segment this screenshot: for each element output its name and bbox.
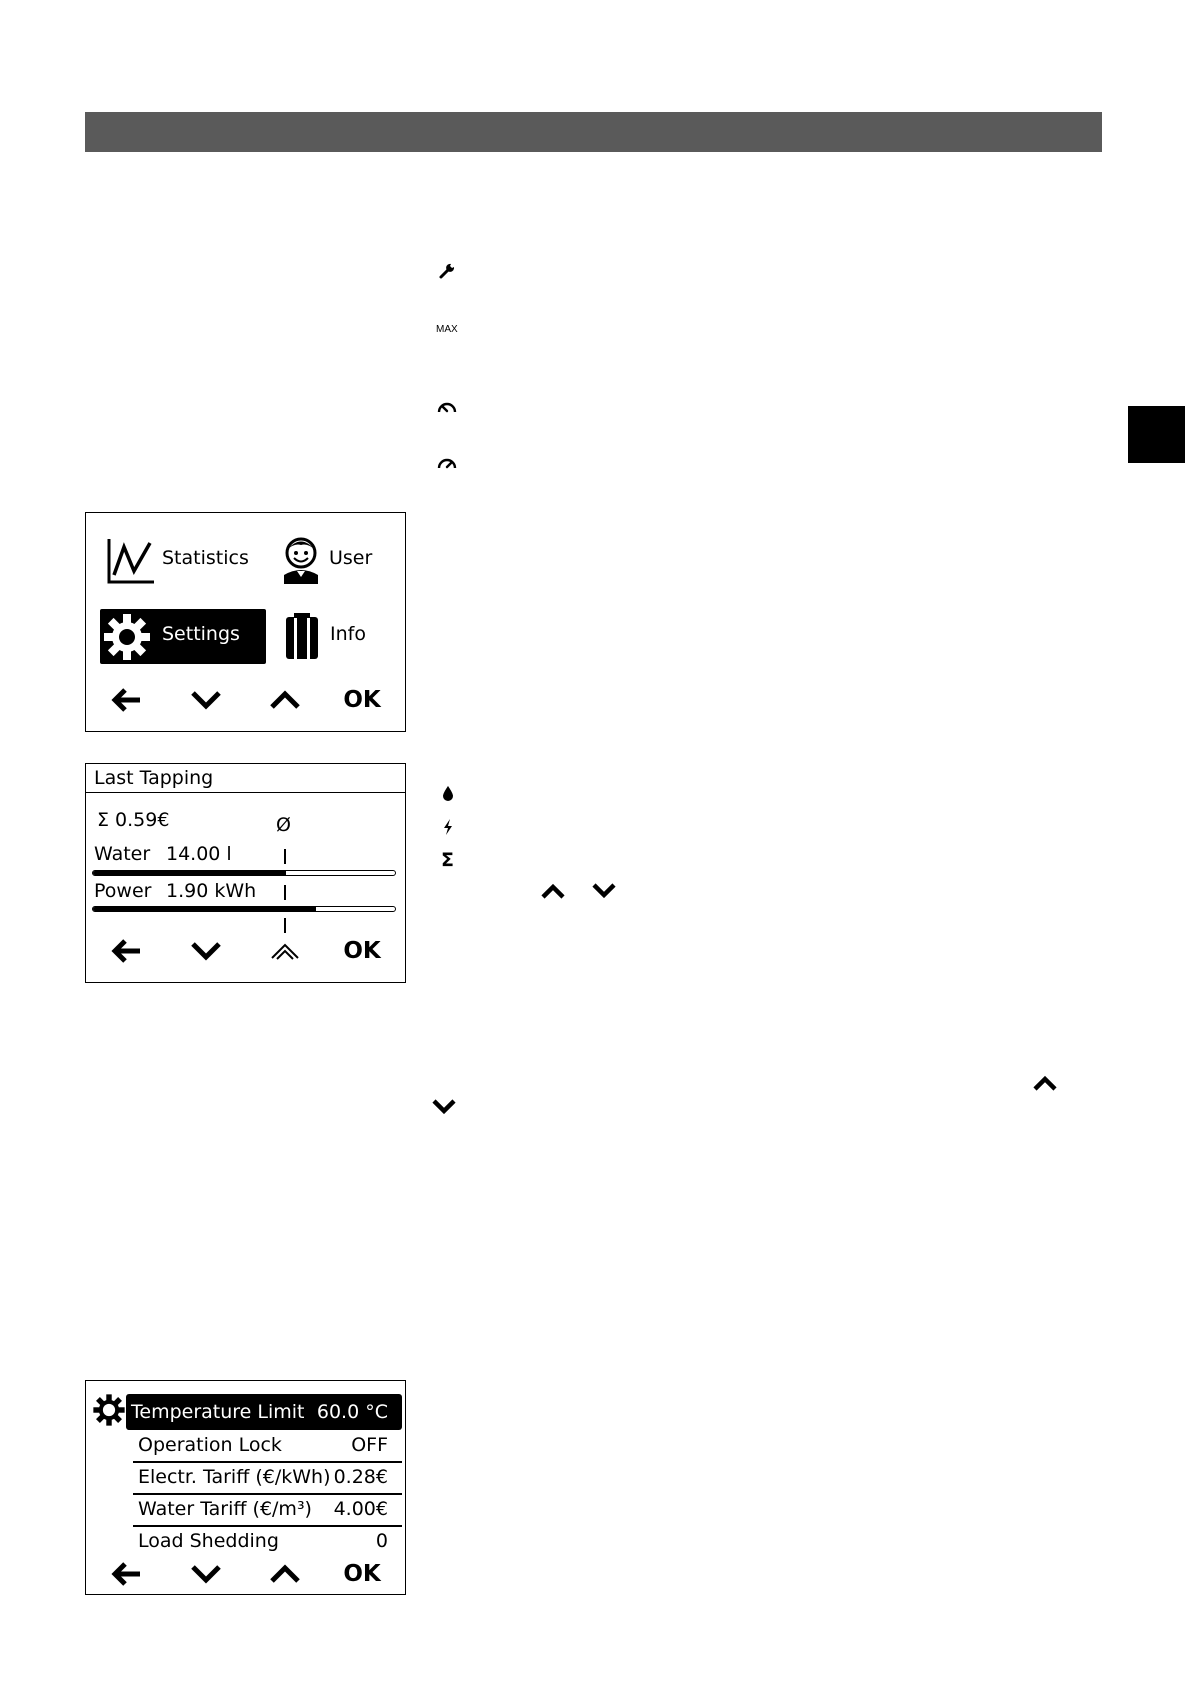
screen-title: Last Tapping xyxy=(86,764,405,793)
menu-item-settings-selected[interactable] xyxy=(100,609,266,664)
chevron-down-icon xyxy=(431,1098,457,1116)
ok-button[interactable]: OK xyxy=(343,687,381,713)
gear-icon xyxy=(92,1393,126,1427)
sum-cost: Σ 0.59€ xyxy=(97,809,170,831)
sum-icon: Σ xyxy=(441,849,454,871)
back-button[interactable] xyxy=(106,685,146,715)
power-value: 1.90 kWh xyxy=(166,880,257,902)
menu-item-statistics[interactable]: Statistics xyxy=(162,547,249,569)
ok-button[interactable]: OK xyxy=(343,1561,381,1587)
max-label: MAX xyxy=(436,324,458,335)
main-menu-screen xyxy=(85,512,406,732)
power-bar xyxy=(92,906,396,912)
water-bar-fill xyxy=(93,871,286,875)
setting-label: Electr. Tariff (€/kWh) xyxy=(138,1466,331,1488)
user-icon xyxy=(282,535,320,585)
chevron-down-icon xyxy=(190,940,222,962)
chevron-down-icon xyxy=(591,882,617,900)
average-symbol: Ø xyxy=(276,814,291,836)
settings-nav-bar xyxy=(86,1559,405,1589)
back-button[interactable] xyxy=(106,936,146,966)
chevron-up-icon xyxy=(269,689,301,711)
ok-button[interactable]: OK xyxy=(343,938,381,964)
menu-nav-bar xyxy=(86,685,405,715)
average-marker xyxy=(284,885,286,900)
chevron-up-icon xyxy=(1032,1074,1058,1092)
lightning-icon xyxy=(441,818,455,836)
setting-value: 4.00€ xyxy=(333,1498,388,1520)
gauge-high-icon xyxy=(437,456,457,470)
tapping-nav-bar xyxy=(86,936,405,966)
power-bar-fill xyxy=(93,907,316,911)
setting-label: Load Shedding xyxy=(138,1530,279,1552)
down-button[interactable] xyxy=(186,1559,226,1589)
chevron-up-icon xyxy=(540,882,566,900)
setting-value: OFF xyxy=(351,1434,388,1456)
chevron-up-icon xyxy=(269,1563,301,1585)
section-header-bar xyxy=(85,112,1102,152)
setting-label: Operation Lock xyxy=(138,1434,282,1456)
water-bar xyxy=(92,870,396,876)
down-button[interactable] xyxy=(186,685,226,715)
info-device-icon xyxy=(284,613,320,661)
up-button[interactable] xyxy=(265,1559,305,1589)
chart-icon xyxy=(106,537,156,585)
menu-item-user[interactable]: User xyxy=(329,547,373,569)
setting-value: 0 xyxy=(375,1530,388,1552)
gear-icon xyxy=(102,612,152,662)
arrow-left-icon xyxy=(110,938,142,964)
setting-row-load-shedding[interactable] xyxy=(133,1526,402,1557)
average-marker xyxy=(284,849,286,864)
up-button-disabled[interactable] xyxy=(265,936,305,966)
chevron-down-icon xyxy=(190,689,222,711)
setting-label: Temperature Limit xyxy=(131,1401,305,1423)
up-button[interactable] xyxy=(265,685,305,715)
gauge-low-icon xyxy=(437,400,457,414)
down-button[interactable] xyxy=(186,936,226,966)
average-marker xyxy=(284,918,286,933)
back-button[interactable] xyxy=(106,1559,146,1589)
last-tapping-screen xyxy=(85,763,406,983)
setting-row-water-tariff[interactable] xyxy=(133,1494,402,1525)
setting-label: Water Tariff (€/m³) xyxy=(138,1498,312,1520)
chevron-up-outline-icon xyxy=(269,940,301,962)
setting-row-operation-lock[interactable] xyxy=(133,1430,402,1461)
setting-row-electr-tariff[interactable] xyxy=(133,1462,402,1493)
setting-value: 60.0 °C xyxy=(316,1401,388,1423)
chevron-down-icon xyxy=(190,1563,222,1585)
power-label: Power xyxy=(94,880,152,902)
water-label: Water xyxy=(94,843,151,865)
chapter-side-tab xyxy=(1128,406,1185,463)
arrow-left-icon xyxy=(110,687,142,713)
setting-value: 0.28€ xyxy=(333,1466,388,1488)
water-drop-icon xyxy=(442,785,454,801)
setting-row-temperature-limit[interactable] xyxy=(126,1394,402,1430)
water-value: 14.00 l xyxy=(166,843,232,865)
menu-item-info[interactable]: Info xyxy=(330,623,366,645)
menu-item-settings-label: Settings xyxy=(162,623,240,645)
settings-screen xyxy=(85,1380,406,1595)
arrow-left-icon xyxy=(110,1561,142,1587)
wrench-icon xyxy=(438,262,456,280)
